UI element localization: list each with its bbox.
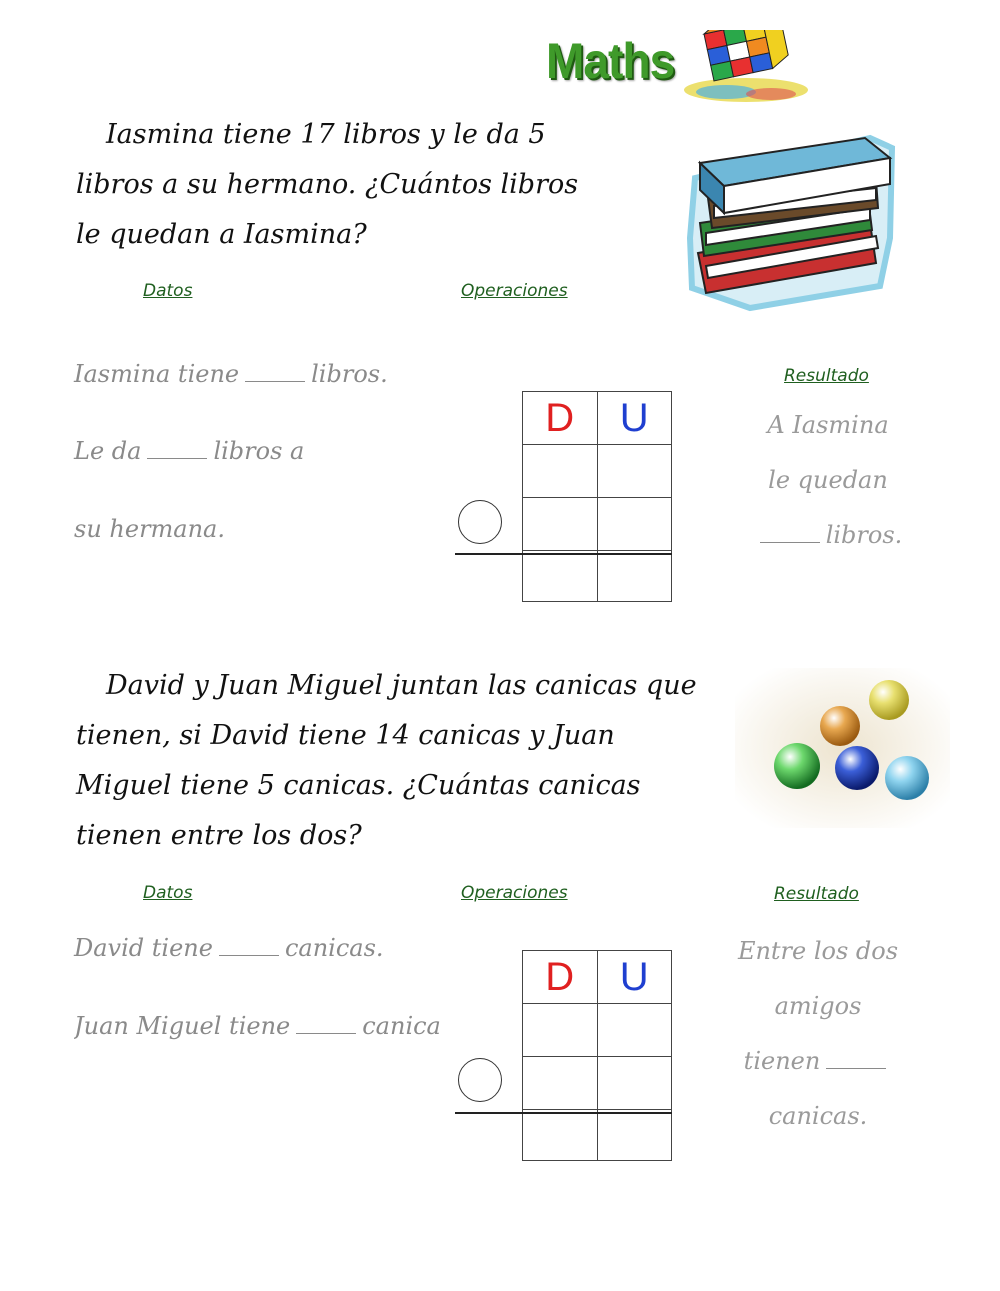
books-stack-image — [680, 118, 900, 313]
dato-text: su hermana. — [74, 515, 225, 543]
resultado-line: amigos — [774, 992, 862, 1020]
problem2-resultado-label: Resultado — [774, 884, 859, 904]
resultado-line: Entre los dos — [737, 937, 899, 965]
problem1-statement — [76, 110, 676, 260]
resultado-line: le quedan — [768, 466, 888, 494]
problem1-line: le quedan a Iasmina? — [76, 219, 367, 250]
problem1-dato-row — [74, 360, 388, 388]
grid-cell[interactable] — [523, 1004, 598, 1057]
maths-logo-text: Maths — [546, 33, 675, 89]
problem2-line: tienen, si David tiene 14 canicas y Juan — [76, 720, 615, 751]
dato-text: libros a — [213, 437, 305, 465]
grid-cell[interactable] — [597, 1057, 672, 1110]
units-header: U — [597, 392, 672, 445]
grid-cell[interactable] — [597, 551, 672, 602]
dato-text: Iasmina tiene — [74, 360, 240, 388]
dato-text: libros. — [311, 360, 388, 388]
problem1-line: Iasmina tiene 17 libros y le da 5 — [106, 119, 546, 150]
problem2-du-grid — [522, 950, 672, 1161]
resultado-line — [738, 508, 918, 563]
tens-header: D — [523, 951, 598, 1004]
grid-cell[interactable] — [523, 551, 598, 602]
answer-blank[interactable] — [147, 457, 207, 459]
dato-text: Juan Miguel tiene — [74, 1012, 291, 1040]
answer-blank[interactable] — [245, 380, 305, 382]
resultado-text: libros. — [825, 521, 903, 549]
grid-cell[interactable] — [523, 445, 598, 498]
grid-cell[interactable] — [523, 1057, 598, 1110]
problem2-line: tienen entre los dos? — [76, 820, 362, 851]
problem2-operaciones-label: Operaciones — [461, 883, 568, 903]
resultado-line — [728, 1034, 908, 1089]
dato-text: David tiene — [74, 934, 213, 962]
dato-text: canicas. — [284, 934, 384, 962]
problem2-line: David y Juan Miguel juntan las canicas que — [106, 670, 697, 701]
answer-blank[interactable] — [826, 1067, 886, 1069]
problem2-datos-label: Datos — [143, 883, 193, 903]
grid-cell[interactable] — [523, 1110, 598, 1161]
operation-sign-circle[interactable] — [458, 500, 502, 544]
answer-blank[interactable] — [219, 954, 279, 956]
problem1-datos-label: Datos — [143, 281, 193, 301]
problem2-dato-row — [74, 934, 384, 962]
rubik-cube-icon — [676, 30, 810, 104]
problem2-statement — [76, 661, 736, 861]
problem1-line: libros a su hermano. ¿Cuántos libros — [76, 169, 579, 200]
answer-blank[interactable] — [296, 1032, 356, 1034]
problem2-line: Miguel tiene 5 canicas. ¿Cuántas canicas — [76, 770, 641, 801]
problem1-dato-row — [74, 437, 304, 465]
grid-cell[interactable] — [597, 1004, 672, 1057]
grid-cell[interactable] — [597, 445, 672, 498]
problem2-dato-row — [74, 1012, 456, 1040]
dato-text: Le da — [74, 437, 142, 465]
units-header: U — [597, 951, 672, 1004]
problem1-resultado — [738, 398, 918, 563]
operation-line — [455, 1112, 672, 1114]
problem1-operaciones-label: Operaciones — [461, 281, 568, 301]
problem1-dato-row — [74, 515, 225, 543]
grid-cell[interactable] — [597, 498, 672, 551]
grid-cell[interactable] — [597, 1110, 672, 1161]
tens-header: D — [523, 392, 598, 445]
operation-line — [455, 553, 672, 555]
problem1-resultado-label: Resultado — [784, 366, 869, 386]
resultado-line: canicas. — [768, 1102, 868, 1130]
dato-text: canica — [362, 1012, 441, 1040]
resultado-line: A Iasmina — [767, 411, 889, 439]
problem2-resultado — [728, 924, 908, 1144]
operation-sign-circle[interactable] — [458, 1058, 502, 1102]
grid-cell[interactable] — [523, 498, 598, 551]
resultado-text: tienen — [743, 1047, 821, 1075]
marbles-image — [735, 668, 950, 828]
answer-blank[interactable] — [760, 541, 820, 543]
problem1-du-grid — [522, 391, 672, 602]
